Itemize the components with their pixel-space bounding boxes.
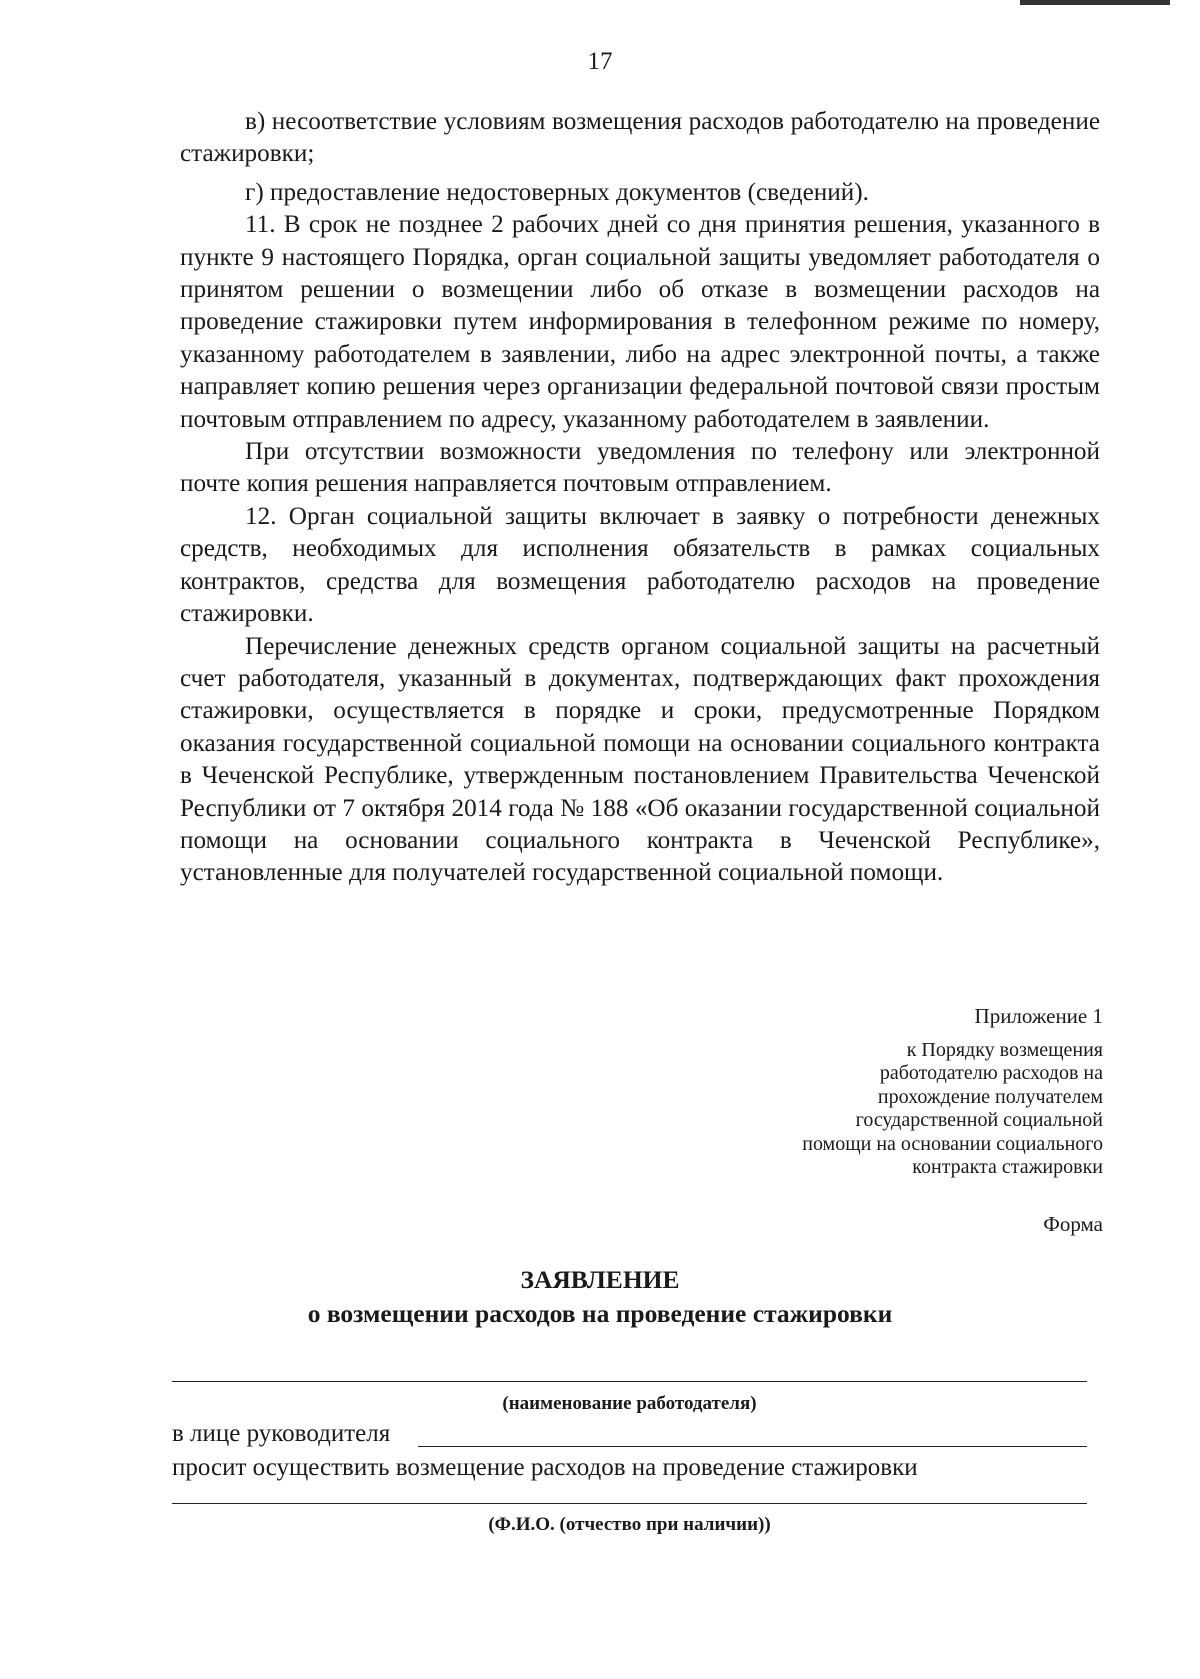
- employer-name-line[interactable]: [172, 1381, 1087, 1382]
- employer-name-caption: (наименование работодателя): [502, 1393, 757, 1414]
- fio-caption: (Ф.И.О. (отчество при наличии)): [488, 1514, 771, 1535]
- appendix-line: работодателю расходов на: [879, 1062, 1103, 1084]
- paragraph-item-v: в) несоответствие условиям возмещения расходов работодателю на проведение стажировки;: [180, 108, 1100, 168]
- head-label: в лице руководителя: [172, 1420, 391, 1447]
- body-text: [180, 106, 1100, 890]
- paragraph-transfer: Перечисление денежных средств органом социальной защиты на расчетный счет работодателя, указанный в документах, подтверждающих факт прохождения стажировки, осуществляется в порядке и сроки, предусмотренные Порядком оказания государственной социальной помощи на основании социального контракта в Чеченской Республике, утвержденным постановлением Правительства Чеченской Республики от 7 октября 2014 года № 188 «Об оказании государственной социальной помощи на основании социального контракта в Чеченской Республике», установленные для получателей государственной социальной помощи.: [180, 632, 1100, 887]
- appendix-block: [673, 1005, 1103, 1180]
- paragraph-no-contact: При отсутствии возможности уведомления по телефону или электронной почте копия решения направляется почтовым отправлением.: [180, 438, 1100, 498]
- appendix-title: Приложение 1: [974, 1004, 1103, 1028]
- appendix-line: государственной социальной: [855, 1109, 1103, 1131]
- paragraph-clause-11: 11. В срок не позднее 2 рабочих дней со дня принятия решения, указанного в пункте 9 настоящего Порядка, орган социальной защиты уведомляет работодателя о принятом решении о возмещении либо об отказе в возмещении расходов на проведение стажировки путем информирования в телефонном режиме по номеру, указанному работодателем в заявлении, либо на адрес электронной почты, а также направляет копию решения через организации федеральной почтовой связи простым почтовым отправлением по адресу, указанному работодателем в заявлении.: [180, 211, 1100, 433]
- appendix-line: помощи на основании социального: [802, 1132, 1103, 1155]
- request-text: просит осуществить возмещение расходов на проведение стажировки: [172, 1454, 918, 1481]
- appendix-line: к Порядку возмещения: [906, 1038, 1103, 1061]
- page-number: 17: [587, 48, 613, 75]
- head-name-line[interactable]: [418, 1446, 1087, 1447]
- document-heading: [0, 1263, 1200, 1331]
- fio-line[interactable]: [172, 1503, 1087, 1504]
- paragraph-clause-12: 12. Орган социальной защиты включает в заявку о потребности денежных средств, необходимых для исполнения обязательств в рамках социальных контрактов, средства для возмещения работодателю расходов на проведение стажировки.: [180, 502, 1100, 628]
- paragraph-item-g: г) предоставление недостоверных документов (сведений).: [245, 178, 869, 206]
- form-label: Форма: [1043, 1212, 1103, 1236]
- top-edge-rule: [1020, 0, 1170, 5]
- appendix-line: контракта стажировки: [912, 1156, 1103, 1178]
- heading-subtitle: о возмещении расходов на проведение стажировки: [307, 1299, 893, 1328]
- appendix-line: прохождение получателем: [877, 1085, 1103, 1108]
- heading-title: ЗАЯВЛЕНИЕ: [520, 1265, 680, 1294]
